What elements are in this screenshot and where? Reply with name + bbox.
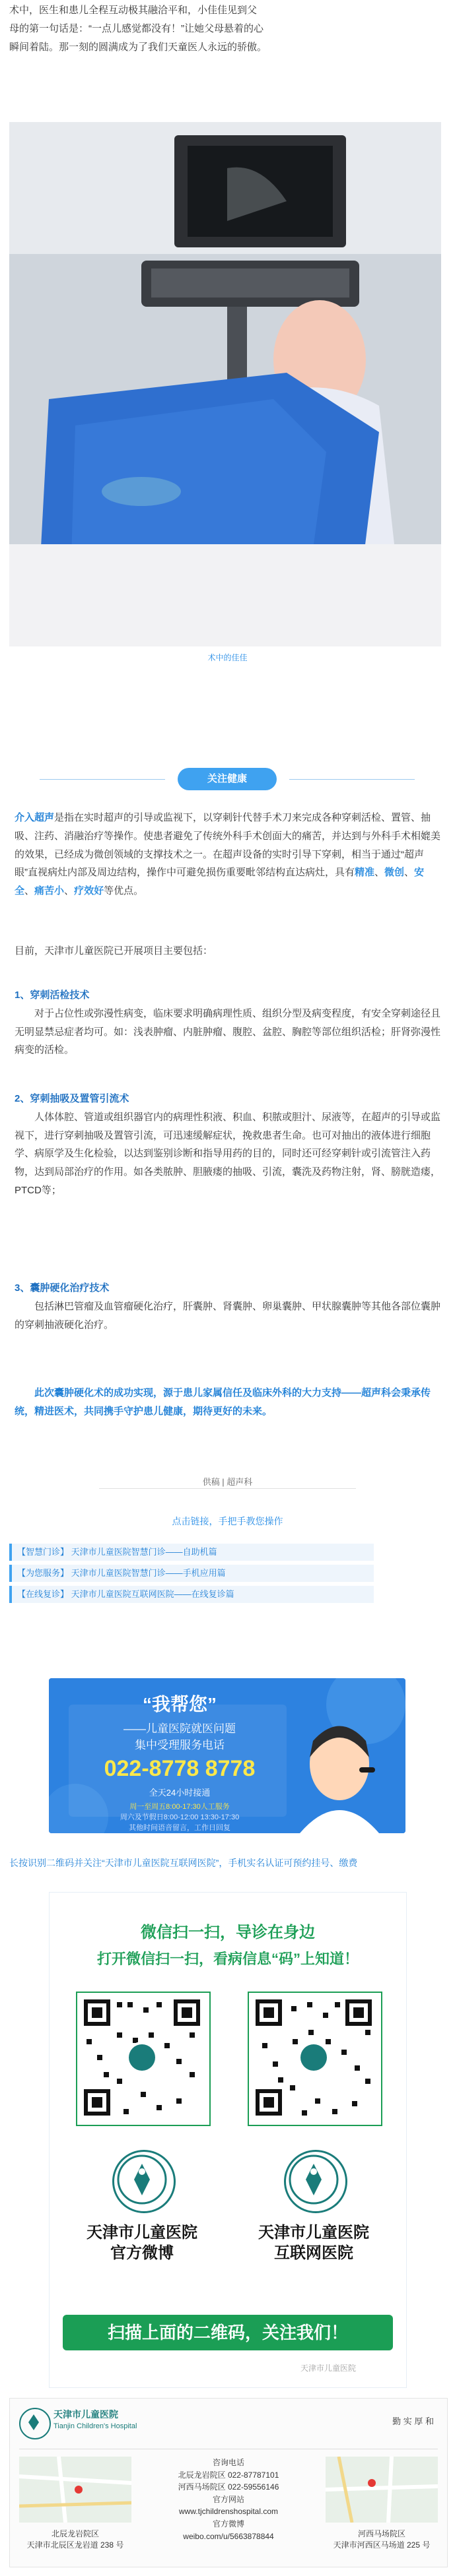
banner-subtitle-2: 集中受理服务电话 — [135, 1739, 225, 1751]
section-title-badge — [178, 768, 277, 790]
qr-panel — [49, 1892, 407, 2388]
keyword-interventional-ultrasound: 介入超声 — [15, 812, 55, 823]
hospital-name-cn: 天津市儿童医院 — [53, 2409, 118, 2420]
contact-label: 咨询电话 — [212, 2458, 244, 2467]
link-smart-clinic-mobile[interactable]: 【为您服务】 天津市儿童医院智慧门诊——手机应用篇 — [9, 1565, 374, 1582]
banner-line-2: 周六及节假日8:00-12:00 13:30-17:30 — [120, 1813, 240, 1821]
item-sclerotherapy-text: 包括淋巴管瘤及血管瘤硬化治疗，肝囊肿、肾囊肿、卵巢囊肿、甲状腺囊肿等其他各部位囊肿的穿刺抽液硬化治疗。 — [15, 1300, 441, 1331]
qr-code-internet-hospital-graphic — [249, 1993, 378, 2122]
map-pin-icon — [75, 2486, 83, 2494]
item-sclerotherapy — [15, 1279, 441, 1334]
website-url[interactable]: www.tjchildrenshospital.com — [178, 2507, 279, 2517]
hospital-info-card — [9, 2398, 448, 2567]
qr-left-label — [63, 2222, 221, 2263]
contributor: 供稿 | 超声科 — [202, 1477, 253, 1487]
banner-hours: 全天24小时接通 — [149, 1788, 211, 1798]
hospital-logo-left — [112, 2150, 176, 2213]
banner-line-1: 周一至周五8:00-17:30人工服务 — [129, 1803, 230, 1811]
map-pin-icon — [368, 2479, 376, 2487]
map-machang-graphic — [326, 2457, 438, 2523]
project-intro-text: 目前，天津市儿童医院已开展项目主要包括： — [15, 945, 213, 957]
definition-text: 介入超声是指在实时超声的引导或监视下，以穿刺针代替手术刀来完成各种穿刺活检、置管、抽吸、注药、消融治疗等操作。使患者避免了传统外科手术创面大的痛苦，并达到与外科手术相媲美的效果，已经成为微创领域的支撑技术之一。在超声设备的实时引导下穿刺，相当于通过“超声眼”直视病灶内部及周边结构，操作中可避免损伤重要毗邻结构直达病灶，具有精准、微创、安全、痛苦小、疗效好等优点。 — [15, 812, 441, 896]
link-smart-clinic-kiosk[interactable]: 【智慧门诊】 天津市儿童医院智慧门诊——自助机篇 — [9, 1544, 374, 1561]
hospital-emblem-icon — [20, 2409, 47, 2435]
banner-title: “我帮您” — [142, 1694, 217, 1714]
keyword-minimal: 微创 — [384, 867, 405, 879]
beichen-name: 北辰龙岩院区 — [51, 2529, 99, 2538]
item-biopsy-title: 1、穿刺活检技术 — [15, 990, 90, 1001]
hospital-emblem-icon — [114, 2152, 170, 2207]
hospital-emblem-icon — [286, 2152, 341, 2207]
machang-address: 天津市河西区马场道 225 号 — [333, 2540, 431, 2550]
service-hotline-banner — [49, 1678, 405, 1833]
qr-code-weibo[interactable] — [76, 1992, 211, 2126]
intro-line-3: 瞬间着陆。那一刻的圆满成为了我们天童医人永远的骄傲。 — [9, 41, 267, 53]
keyword-safe: 安全 — [15, 867, 425, 896]
hospital-name-en: Tianjin Children's Hospital — [53, 2422, 137, 2430]
item-drainage — [15, 1090, 441, 1200]
surgery-photo-illustration — [9, 122, 441, 646]
photo-caption: 术中的佳佳 — [207, 653, 248, 662]
banner-line-3: 其他时间语音留言，工作日回复 — [129, 1824, 230, 1832]
closing-text: 此次囊肿硬化术的成功实现，源于患儿家属信任及临床外科的大力支持——超声科会秉承传统，精进医术，共同携手守护患儿健康，期待更好的未来。 — [15, 1387, 431, 1417]
register-note: 长按识别二维码并关注“天津市儿童医院互联网医院”，手机实名认证可预约挂号、缴费 — [9, 1858, 358, 1868]
machang-campus — [326, 2528, 438, 2550]
qr-right-label-1: 天津市儿童医院 — [258, 2224, 369, 2242]
qr-left-label-1: 天津市儿童医院 — [87, 2224, 197, 2242]
intro-definition-paragraph — [15, 809, 441, 900]
map-machang[interactable] — [326, 2457, 438, 2523]
qr-code-internet-hospital[interactable] — [248, 1992, 382, 2126]
intro-line-1: 术中，医生和患儿全程互动极其融洽平和，小佳佳见到父 — [9, 5, 258, 16]
qr-left-label-2: 官方微博 — [110, 2244, 174, 2263]
beichen-campus — [19, 2528, 131, 2550]
click-hint: 点击链接，手把手教您操作 — [172, 1516, 283, 1526]
qr-headline-1: 微信扫一扫，导诊在身边 — [141, 1924, 315, 1941]
item-biopsy-text: 对于占位性或弥漫性病变，临床要求明确病理性质、组织分型及病变程度，有安全穿刺途径且无明显禁忌症者均可。如：浅表肿瘤、内脏肿瘤、腹腔、盆腔、胸腔等部位组织活检；肝肾弥漫性病变的活检。 — [15, 1007, 441, 1056]
link-online-revisit[interactable]: 【在线复诊】 天津市儿童医院互联网医院——在线复诊篇 — [9, 1586, 374, 1603]
hospital-logo-small — [19, 2408, 51, 2439]
banner-phone[interactable]: 022-8778 8778 — [104, 1756, 256, 1781]
qr-footer-banner: 扫描上面的二维码，关注我们！ — [63, 2315, 393, 2350]
map-beichen-graphic — [19, 2457, 131, 2523]
contact-machang-phone[interactable]: 河西马场院区 022-59556146 — [178, 2482, 279, 2492]
watermark: 天津市儿童医院 — [300, 2364, 357, 2373]
keyword-effective: 疗效好 — [74, 885, 104, 896]
banner-text — [67, 1690, 292, 1833]
section-divider-right — [289, 779, 415, 780]
section-title-text: 关注健康 — [207, 773, 247, 784]
item-drainage-text: 人体体腔、管道或组织器官内的病理性积液、积血、积脓或胆汁、尿液等，在超声的引导或监视下，进行穿刺抽吸及置管引流，可迅速缓解症状，挽救患者生命。也可对抽出的液体进行细胞学、病原学及生化检验，以达到鉴别诊断和指导用药的目的，同时还可经穿刺针或引流管注入药物，达到局部治疗的作用。如各类脓肿、胆腋瘘的抽吸、引流，囊洗及药物注射，肾、膀胱造瘘，PTCD等； — [15, 1111, 441, 1196]
item-biopsy — [15, 986, 441, 1059]
contact-beichen-phone[interactable]: 北辰龙岩院区 022-87787101 — [178, 2470, 279, 2480]
surgery-photo — [9, 122, 441, 646]
closing-paragraph — [15, 1384, 441, 1421]
weibo-url[interactable]: weibo.com/u/5663878844 — [183, 2531, 274, 2541]
qr-headline-2: 打开微信扫一扫，看病信息“码”上知道！ — [96, 1951, 359, 1967]
qr-right-label — [234, 2222, 393, 2263]
contact-info — [142, 2457, 315, 2542]
hospital-logo-right — [284, 2150, 347, 2213]
contributor-divider — [99, 1488, 356, 1489]
section-divider-left — [40, 779, 165, 780]
banner-subtitle-1: ——儿童医院就医问题 — [123, 1722, 236, 1735]
item-drainage-title: 2、穿刺抽吸及置管引流术 — [15, 1093, 129, 1104]
qr-right-label-2: 互联网医院 — [274, 2244, 353, 2263]
keyword-low-pain: 痛苦小 — [34, 885, 65, 896]
qr-code-weibo-graphic — [77, 1993, 207, 2122]
definition-body: 是指在实时超声的引导或监视下，以穿刺针代替手术刀来完成各种穿刺活检、置管、抽吸、注药、消融治疗等操作。使患者避免了传统外科手术创面大的痛苦，并达到与外科手术相媲美的效果，已经成为微创领域的支撑技术之一。在超声设备的实时引导下穿刺，相当于通过“超声眼”直视病灶内部及周边结构，操作中可避免损伤重要毗邻结构直达病灶，具有 — [15, 812, 441, 879]
intro-line-2: 母的第一句话是：“一点儿感觉都没有！”让她父母悬着的心 — [9, 22, 263, 34]
intro-paragraph — [9, 1, 446, 56]
map-beichen[interactable] — [19, 2457, 131, 2523]
hospital-motto: 勤 实 厚 和 — [392, 2416, 434, 2426]
weibo-label: 官方微博 — [212, 2519, 244, 2529]
keyword-precise: 精准 — [355, 867, 375, 879]
definition-tail: 等优点。 — [104, 885, 144, 896]
machang-name: 河西马场院区 — [357, 2529, 405, 2538]
project-intro — [15, 942, 441, 960]
beichen-address: 天津市北辰区龙岩道 238 号 — [26, 2540, 124, 2550]
item-sclerotherapy-title: 3、囊肿硬化治疗技术 — [15, 1282, 110, 1294]
website-label: 官方网站 — [212, 2494, 244, 2504]
